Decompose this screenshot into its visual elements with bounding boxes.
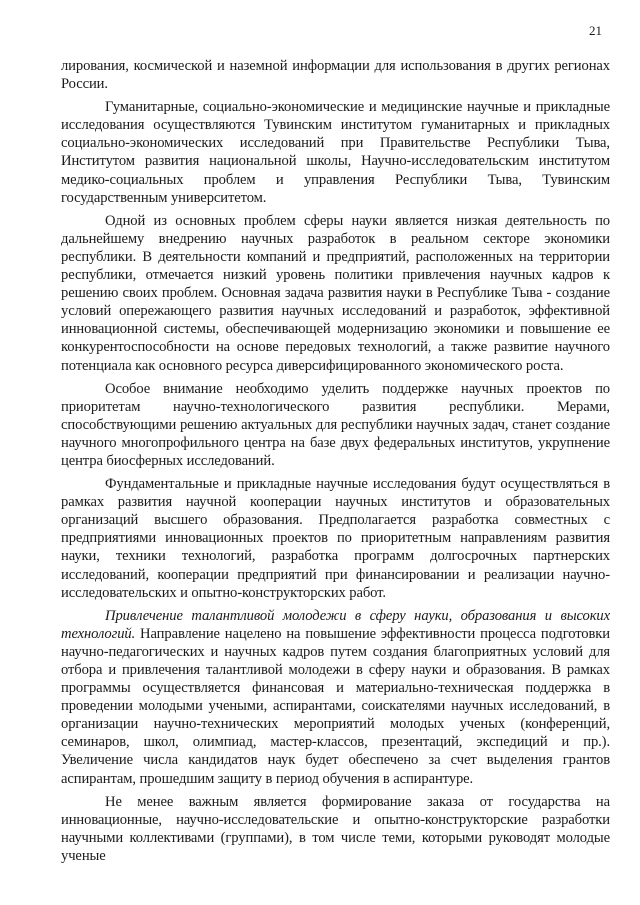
paragraph-text: Особое внимание необходимо уделить поддержке научных проектов по приоритетам научно-технологического развития республики. Мерами, способствующими решению актуальных для республики научных задач, станет создание научного многопрофильного центра на базе двух федеральных институтов, укрупнение центра биосферных исследований. [61, 380, 610, 469]
paragraph-text: Не менее важным является формирование заказа от государства на инновационные, научно-исследовательские и опытно-конструкторские разработки научными коллективами (группами), в том числе теми, которыми руководят молодые ученые [61, 793, 610, 864]
paragraph [61, 212, 610, 375]
paragraph-text: Одной из основных проблем сферы науки является низкая деятельность по дальнейшему внедрению научных разработок в реальном секторе экономики республики. В деятельности компаний и предприятий, расположенных на территории республики, отмечается низкий уровень политики привлечения научных кадров к решению своих проблем. Основная задача развития науки в Республике Тыва - создание условий опережающего развития научных исследований и разработок, эффективной инновационной системы, обеспечивающей модернизацию экономики и повышение ее конкурентоспособности на основе передовых технологий, а также развитие научного потенциала как основного ресурса диверсифицированного экономического роста. [61, 212, 610, 374]
paragraph [61, 793, 610, 865]
page-number: 21 [589, 23, 602, 38]
paragraph [61, 475, 610, 602]
body-text [61, 57, 610, 865]
paragraph-text: Гуманитарные, социально-экономические и медицинские научные и прикладные исследования осуществляются Тувинским институтом гуманитарных и прикладных социально-экономических исследований при Правительстве Республики Тыва, Институтом развития национальной школы, Научно-исследовательским институтом медико-социальных проблем и управления Республики Тыва, Тувинским государственным университетом. [61, 99, 610, 206]
paragraph [61, 607, 610, 788]
paragraph [61, 380, 610, 470]
italic-lead-in: Привлечение талантливой молодежи в сферу науки, образования и высоких технологий. [61, 607, 610, 642]
paragraph-text: Направление нацелено на повышение эффективности процесса подготовки научно-педагогических и научных кадров путем создания благоприятных условий для отбора и привлечения талантливой молодежи в сферу науки и образования. В рамках программы осуществляется финансовая и материально-техническая поддержка в проведении молодыми учеными, аспирантами, соискателями научных исследований, в организации научно-технических мероприятий молодых ученых (конференций, семинаров, школ, олимпиад, мастер-классов, презентаций, экспедиций и пр.). Увеличение числа кандидатов наук будет обеспечено за счет выделения грантов аспирантам, прошедшим защиту в период обучения в аспирантуре. [61, 625, 610, 787]
paragraph-text: лирования, космической и наземной информации для использования в других регионах России. [61, 58, 610, 93]
paragraph-continued [61, 57, 610, 93]
paragraph-text: Фундаментальные и прикладные научные исследования будут осуществляться в рамках развития научной кооперации научных институтов и образовательных организаций высшего образования. Предполагается разработка совместных с предприятиями инновационных проектов по приоритетным направлениям развития науки, техники технологий, разработка программ долгосрочных партнерских исследований, кооперации предприятий при финансировании и реализации научно-исследовательских и опытно-конструкторских работ. [61, 476, 610, 601]
paragraph [61, 98, 610, 207]
